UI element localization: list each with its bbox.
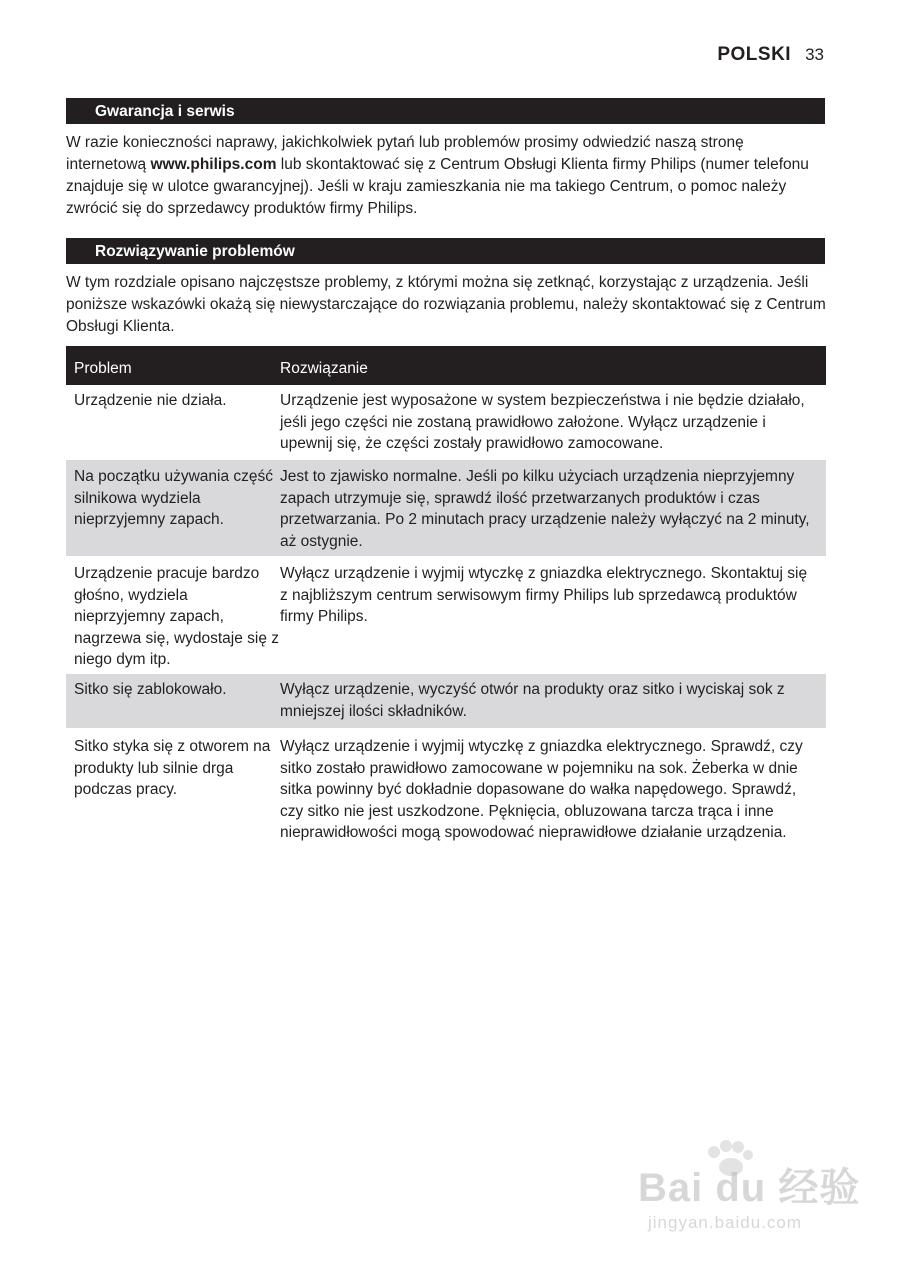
table-header <box>66 346 826 385</box>
page-number: 33 <box>805 45 824 64</box>
table-row <box>66 385 826 460</box>
table-row <box>66 556 826 674</box>
section-title-warranty: Gwarancja i serwis <box>66 98 825 124</box>
philips-website-link[interactable]: www.philips.com <box>150 156 277 173</box>
watermark-url: jingyan.baidu.com <box>648 1213 803 1232</box>
solution-cell: Wyłącz urządzenie i wyjmij wtyczkę z gniazdka elektrycznego. Sprawdź, czy sitko zostało prawidłowo zamocowane w pojemniku na sok. Żeberka w dnie sitka powinny być dokładnie dopasowane do wałka napędowego. Sprawdź, czy sitko nie jest uszkodzone. Pęknięcia, obluzowana tarcza trąca i inne nieprawidłowości mogą spowodować nieprawidłowe działanie urządzenia. <box>280 738 803 841</box>
solution-cell: Wyłącz urządzenie, wyczyść otwór na produkty oraz sitko i wyciskaj sok z mniejszej ilości składników. <box>280 681 785 720</box>
solution-cell: Urządzenie jest wyposażone w system bezpieczeństwa i nie będzie działało, jeśli jego części nie zostaną prawidłowo założone. Wyłącz urządzenie i upewnij się, że części zostały prawidłowo zamocowane. <box>280 392 805 452</box>
section-title-troubleshooting: Rozwiązywanie problemów <box>66 238 825 264</box>
solution-cell: Wyłącz urządzenie i wyjmij wtyczkę z gniazdka elektrycznego. Skontaktuj się z najbliższym centrum serwisowym firmy Philips lub sprzedawcą produktów firmy Philips. <box>280 565 808 625</box>
troubleshooting-table <box>66 346 826 868</box>
language-label: POLSKI <box>717 44 792 65</box>
problem-cell: Na początku używania część silnikowa wydziela nieprzyjemny zapach. <box>74 468 274 528</box>
column-header-problem: Problem <box>74 360 132 377</box>
solution-cell: Jest to zjawisko normalne. Jeśli po kilku użyciach urządzenia nieprzyjemny zapach utrzymuje się, sprawdź ilość przetwarzanych produktów i czas przetwarzania. Po 2 minutach pracy urządzenie należy wyłączyć na 2 minuty, aż ostygnie. <box>280 468 810 550</box>
column-header-solution: Rozwiązanie <box>280 360 368 377</box>
problem-cell: Sitko styka się z otworem na produkty lub silnie drga podczas pracy. <box>74 738 271 798</box>
page-header <box>717 44 824 66</box>
warranty-paragraph: W razie konieczności naprawy, jakichkolwiek pytań lub problemów prosimy odwiedzić naszą stronę internetową www.philips.com lub skontaktować się z Centrum Obsługi Klienta firmy Philips (numer telefonu znajduje się w ulotce gwarancyjnej). Jeśli w kraju zamieszkania nie ma takiego Centrum, o pomoc należy zwrócić się do sprzedawcy produktów firmy Philips. <box>66 134 809 217</box>
table-row <box>66 460 826 556</box>
problem-cell: Urządzenie nie działa. <box>74 392 227 409</box>
table-row <box>66 728 826 868</box>
watermark-logo: Bai du 经验 <box>638 1166 861 1210</box>
problem-cell: Sitko się zablokowało. <box>74 681 227 698</box>
table-row <box>66 674 826 728</box>
troubleshooting-intro: W tym rozdziale opisano najczęstsze problemy, z którymi można się zetknąć, korzystając z urządzenia. Jeśli poniższe wskazówki okażą się niewystarczające do rozwiązania problemu, należy skontaktować się z Centrum Obsługi Klienta. <box>66 274 826 335</box>
problem-cell: Urządzenie pracuje bardzo głośno, wydziela nieprzyjemny zapach, nagrzewa się, wydostaje się z niego dym itp. <box>74 565 280 668</box>
